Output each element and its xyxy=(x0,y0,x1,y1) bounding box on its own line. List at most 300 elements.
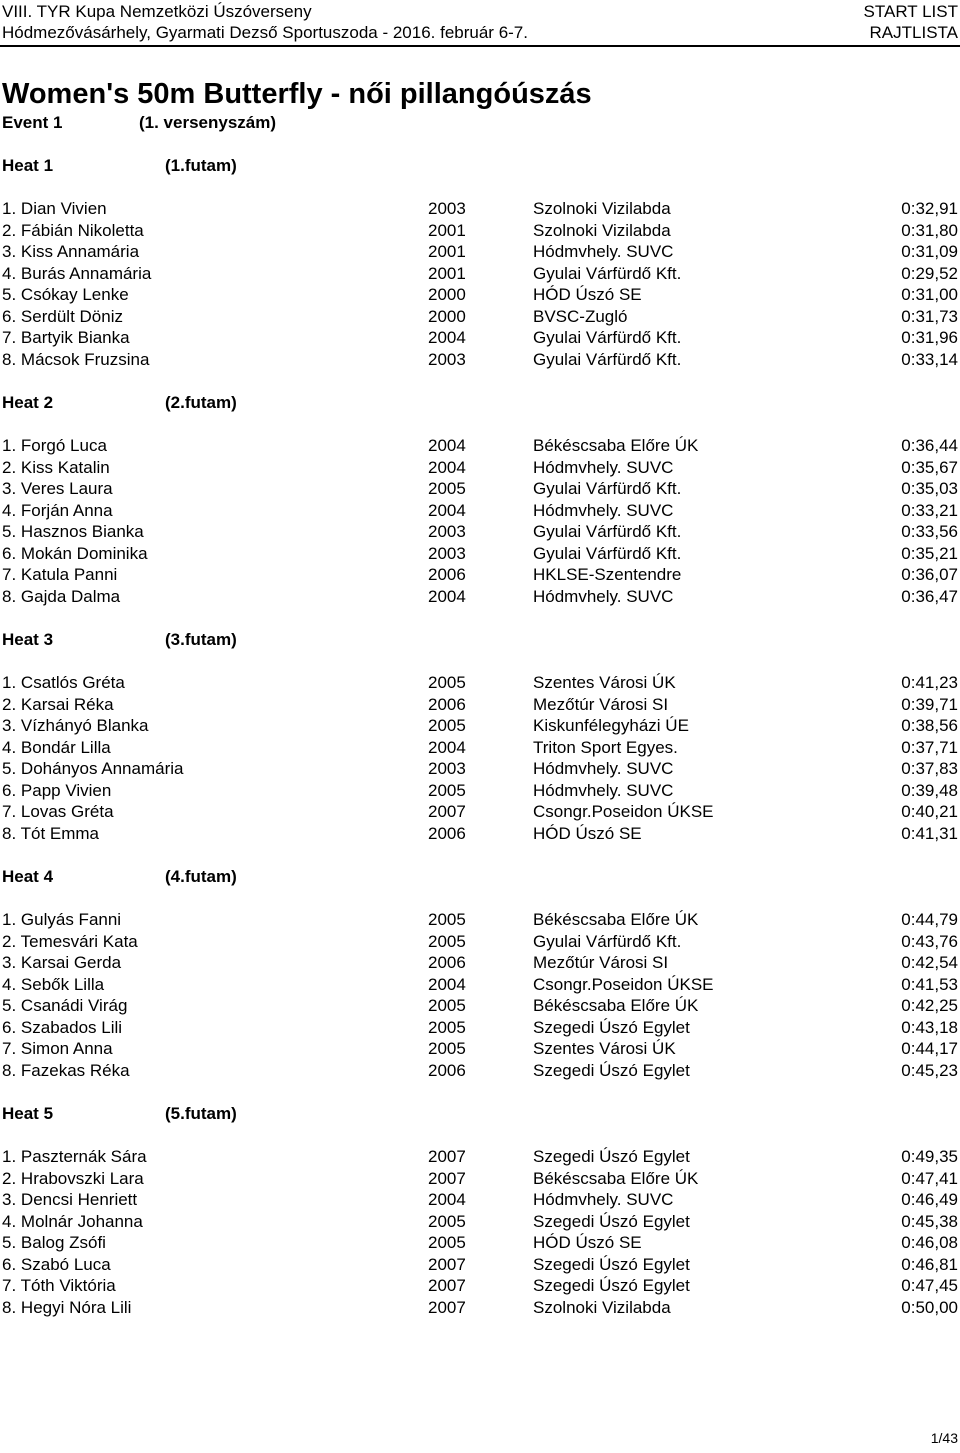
entry-time: 0:29,52 xyxy=(901,263,958,283)
club-name: Gyulai Várfürdő Kft. xyxy=(533,543,682,563)
club-name: Szentes Városi ÚK xyxy=(533,1039,676,1058)
swimmer-cell xyxy=(2,931,138,953)
lane-position: 8. xyxy=(2,586,17,606)
lane-position: 8. xyxy=(2,349,17,369)
birth-year: 2000 xyxy=(428,285,466,304)
swimmer-name: Fábián Nikoletta xyxy=(20,220,144,240)
heat-label xyxy=(2,866,237,888)
swimmer-name: Temesvári Kata xyxy=(20,931,138,951)
lane-position: 3. xyxy=(2,716,17,735)
entry-row xyxy=(0,198,960,220)
club-name: Hódmvhely. SUVC xyxy=(533,586,674,606)
entry-row xyxy=(0,220,960,242)
entry-time: 0:36,47 xyxy=(901,586,958,606)
club-name: Szolnoki Vizilabda xyxy=(533,220,671,240)
club-name: Hódmvhely. SUVC xyxy=(533,780,674,800)
entry-time: 0:42,54 xyxy=(901,953,958,972)
swimmer-cell xyxy=(2,241,139,263)
birth-year: 2007 xyxy=(428,1147,466,1166)
lane-position: 5. xyxy=(2,996,17,1015)
heat-number: Heat 5 xyxy=(2,1104,54,1123)
entry-time: 0:45,38 xyxy=(901,1211,958,1231)
birth-year: 2005 xyxy=(428,716,466,735)
birth-year: 2004 xyxy=(428,974,466,994)
lane-position: 7. xyxy=(2,565,17,584)
club-name: Szolnoki Vizilabda xyxy=(533,1297,671,1317)
entry-time: 0:37,83 xyxy=(901,759,958,778)
entry-row xyxy=(0,1168,960,1190)
swimmer-name: Tót Emma xyxy=(20,823,100,843)
entry-row xyxy=(0,478,960,500)
entry-time: 0:33,14 xyxy=(901,349,958,369)
birth-year: 2004 xyxy=(428,436,466,455)
birth-year: 2003 xyxy=(428,759,466,778)
club-name: Szegedi Úszó Egylet xyxy=(533,1017,690,1037)
birth-year: 2005 xyxy=(428,479,466,498)
club-name: Szegedi Úszó Egylet xyxy=(533,1147,690,1166)
swimmer-cell xyxy=(2,521,144,543)
swimmer-name: Katula Panni xyxy=(20,565,118,584)
lane-position: 8. xyxy=(2,1297,17,1317)
swimmer-cell xyxy=(2,1211,143,1233)
lane-position: 5. xyxy=(2,522,17,541)
heat-label xyxy=(2,392,237,414)
birth-year: 2004 xyxy=(428,737,466,757)
heat-number: Heat 1 xyxy=(2,156,54,175)
competition-name: VIII. TYR Kupa Nemzetközi Úszóverseny xyxy=(2,2,312,21)
swimmer-name: Papp Vivien xyxy=(20,780,112,800)
entry-time: 0:42,25 xyxy=(901,996,958,1015)
lane-position: 4. xyxy=(2,263,17,283)
entry-time: 0:44,17 xyxy=(901,1039,958,1058)
club-name: Szolnoki Vizilabda xyxy=(533,199,671,218)
lane-position: 5. xyxy=(2,285,17,304)
lane-position: 6. xyxy=(2,780,17,800)
swimmer-cell xyxy=(2,1060,130,1082)
club-name: Szegedi Úszó Egylet xyxy=(533,1254,690,1274)
swimmer-name: Vízhányó Blanka xyxy=(20,716,149,735)
birth-year: 2004 xyxy=(428,586,466,606)
birth-year: 2005 xyxy=(428,1233,466,1252)
club-name: HKLSE-Szentendre xyxy=(533,565,682,584)
entry-time: 0:40,21 xyxy=(901,802,958,821)
swimmer-name: Molnár Johanna xyxy=(20,1211,143,1231)
club-name: Gyulai Várfürdő Kft. xyxy=(533,479,682,498)
birth-year: 2007 xyxy=(428,1168,466,1188)
club-name: HÓD Úszó SE xyxy=(533,823,642,843)
swimmer-cell xyxy=(2,327,130,349)
birth-year: 2006 xyxy=(428,953,466,972)
swimmer-cell xyxy=(2,306,123,328)
swimmer-name: Forgó Luca xyxy=(20,436,107,455)
lane-position: 8. xyxy=(2,823,17,843)
club-name: Szegedi Úszó Egylet xyxy=(533,1060,690,1080)
swimmer-name: Simon Anna xyxy=(20,1039,113,1058)
swimmer-cell xyxy=(2,909,121,931)
entry-row xyxy=(0,672,960,694)
entry-row xyxy=(0,521,960,543)
entry-row xyxy=(0,995,960,1017)
swimmer-cell xyxy=(2,586,120,608)
entry-row xyxy=(0,1017,960,1039)
event-number-hu: (1. versenyszám) xyxy=(139,113,277,132)
list-type-hu: RAJTLISTA xyxy=(869,23,958,42)
club-name: Békéscsaba Előre ÚK xyxy=(533,910,699,929)
club-name: Szentes Városi ÚK xyxy=(533,673,676,692)
birth-year: 2000 xyxy=(428,306,466,326)
header-divider xyxy=(0,45,960,47)
club-name: Hódmvhely. SUVC xyxy=(533,500,674,520)
heat-label xyxy=(2,1103,237,1125)
lane-position: 2. xyxy=(2,220,17,240)
entry-time: 0:39,48 xyxy=(901,780,958,800)
entry-row xyxy=(0,758,960,780)
lane-position: 7. xyxy=(2,802,17,821)
heat-number: Heat 4 xyxy=(2,867,54,886)
swimmer-name: Veres Laura xyxy=(20,479,113,498)
swimmer-name: Szabados Lili xyxy=(20,1017,123,1037)
birth-year: 2006 xyxy=(428,823,466,843)
entry-time: 0:37,71 xyxy=(901,737,958,757)
swimmer-name: Karsai Réka xyxy=(20,694,114,714)
birth-year: 2007 xyxy=(428,802,466,821)
birth-year: 2007 xyxy=(428,1297,466,1317)
entry-time: 0:45,23 xyxy=(901,1060,958,1080)
swimmer-name: Forján Anna xyxy=(20,500,113,520)
entry-time: 0:43,18 xyxy=(901,1017,958,1037)
swimmer-name: Dohányos Annamária xyxy=(20,759,184,778)
lane-position: 1. xyxy=(2,910,17,929)
birth-year: 2003 xyxy=(428,522,466,541)
lane-position: 7. xyxy=(2,1276,17,1295)
entry-row xyxy=(0,327,960,349)
entry-time: 0:39,71 xyxy=(901,694,958,714)
club-name: BVSC-Zugló xyxy=(533,306,628,326)
entry-row xyxy=(0,715,960,737)
club-name: Békéscsaba Előre ÚK xyxy=(533,1168,699,1188)
swimmer-cell xyxy=(2,758,183,780)
club-name: HÓD Úszó SE xyxy=(533,1233,642,1252)
swimmer-cell xyxy=(2,1275,116,1297)
lane-position: 3. xyxy=(2,242,17,261)
swimmer-name: Csatlós Gréta xyxy=(20,673,125,692)
lane-position: 1. xyxy=(2,199,17,218)
lane-position: 2. xyxy=(2,457,17,477)
swimmer-name: Szabó Luca xyxy=(20,1254,111,1274)
lane-position: 4. xyxy=(2,1211,17,1231)
birth-year: 2004 xyxy=(428,500,466,520)
entry-time: 0:31,73 xyxy=(901,306,958,326)
swimmer-name: Gulyás Fanni xyxy=(20,910,122,929)
birth-year: 2005 xyxy=(428,1211,466,1231)
entry-row xyxy=(0,543,960,565)
birth-year: 2003 xyxy=(428,199,466,218)
lane-position: 1. xyxy=(2,673,17,692)
competition-venue: Hódmezővásárhely, Gyarmati Dezső Sportuszoda - 2016. február 6-7. xyxy=(2,23,528,42)
swimmer-cell xyxy=(2,564,117,586)
swimmer-cell xyxy=(2,801,114,823)
club-name: Triton Sport Egyes. xyxy=(533,737,678,757)
club-name: Kiskunfélegyházi ÚE xyxy=(533,716,689,735)
club-name: Szegedi Úszó Egylet xyxy=(533,1211,690,1231)
entry-row xyxy=(0,1211,960,1233)
swimmer-cell xyxy=(2,715,149,737)
lane-position: 5. xyxy=(2,1233,17,1252)
birth-year: 2005 xyxy=(428,780,466,800)
swimmer-name: Burás Annamária xyxy=(20,263,152,283)
birth-year: 2005 xyxy=(428,673,466,692)
birth-year: 2005 xyxy=(428,1017,466,1037)
swimmer-cell xyxy=(2,672,125,694)
swimmer-cell xyxy=(2,952,121,974)
swimmer-cell xyxy=(2,737,111,759)
entry-time: 0:33,56 xyxy=(901,522,958,541)
entry-row xyxy=(0,823,960,845)
swimmer-cell xyxy=(2,263,151,285)
swimmer-cell xyxy=(2,435,107,457)
birth-year: 2006 xyxy=(428,1060,466,1080)
club-name: Mezőtúr Városi SI xyxy=(533,953,669,972)
event-title: Women's 50m Butterfly - női pillangóúszás xyxy=(2,78,592,110)
lane-position: 7. xyxy=(2,328,17,347)
lane-position: 6. xyxy=(2,1017,17,1037)
entry-row xyxy=(0,306,960,328)
event-number-line xyxy=(2,112,276,134)
club-name: Szegedi Úszó Egylet xyxy=(533,1276,690,1295)
swimmer-name: Bondár Lilla xyxy=(20,737,111,757)
swimmer-cell xyxy=(2,974,104,996)
lane-position: 6. xyxy=(2,306,17,326)
club-name: Mezőtúr Városi SI xyxy=(533,694,669,714)
swimmer-cell xyxy=(2,1038,113,1060)
swimmer-name: Lovas Gréta xyxy=(20,802,114,821)
list-type-header xyxy=(864,1,958,43)
swimmer-cell xyxy=(2,457,110,479)
swimmer-cell xyxy=(2,478,113,500)
entry-row xyxy=(0,931,960,953)
swimmer-name: Karsai Gerda xyxy=(20,953,122,972)
heat-number-hu: (1.futam) xyxy=(165,156,237,175)
lane-position: 3. xyxy=(2,479,17,498)
swimmer-name: Hasznos Bianka xyxy=(20,522,144,541)
swimmer-cell xyxy=(2,1168,144,1190)
lane-position: 7. xyxy=(2,1039,17,1058)
page-number: 1/43 xyxy=(930,1430,958,1446)
lane-position: 2. xyxy=(2,1168,17,1188)
entry-row xyxy=(0,1297,960,1319)
entry-time: 0:35,03 xyxy=(901,479,958,498)
entry-row xyxy=(0,1060,960,1082)
entry-time: 0:38,56 xyxy=(901,716,958,735)
birth-year: 2006 xyxy=(428,565,466,584)
heat-label xyxy=(2,629,237,651)
swimmer-cell xyxy=(2,823,99,845)
entry-time: 0:47,45 xyxy=(901,1276,958,1295)
birth-year: 2001 xyxy=(428,263,466,283)
swimmer-name: Kiss Katalin xyxy=(20,457,110,477)
entry-time: 0:31,96 xyxy=(901,328,958,347)
swimmer-name: Hegyi Nóra Lili xyxy=(20,1297,132,1317)
swimmer-cell xyxy=(2,284,129,306)
birth-year: 2004 xyxy=(428,457,466,477)
swimmer-name: Csanádi Virág xyxy=(20,996,128,1015)
heat-number: Heat 2 xyxy=(2,393,54,412)
swimmer-name: Kiss Annamária xyxy=(20,242,140,261)
entry-row xyxy=(0,1189,960,1211)
swimmer-name: Balog Zsófi xyxy=(20,1233,106,1252)
swimmer-cell xyxy=(2,220,144,242)
entry-row xyxy=(0,284,960,306)
entry-row xyxy=(0,263,960,285)
club-name: Gyulai Várfürdő Kft. xyxy=(533,522,682,541)
entry-time: 0:41,23 xyxy=(901,673,958,692)
swimmer-cell xyxy=(2,1146,147,1168)
entry-row xyxy=(0,1232,960,1254)
lane-position: 3. xyxy=(2,1190,17,1209)
entry-row xyxy=(0,241,960,263)
entry-row xyxy=(0,801,960,823)
swimmer-name: Dian Vivien xyxy=(20,199,107,218)
swimmer-name: Bartyik Bianka xyxy=(20,328,130,347)
heat-label xyxy=(2,155,237,177)
birth-year: 2007 xyxy=(428,1276,466,1295)
birth-year: 2005 xyxy=(428,1039,466,1058)
swimmer-name: Csókay Lenke xyxy=(20,285,129,304)
entry-row xyxy=(0,435,960,457)
competition-header xyxy=(2,1,528,43)
birth-year: 2005 xyxy=(428,931,466,951)
entry-time: 0:46,49 xyxy=(901,1190,958,1209)
birth-year: 2003 xyxy=(428,543,466,563)
club-name: Csongr.Poseidon ÚKSE xyxy=(533,802,714,821)
entry-row xyxy=(0,1146,960,1168)
entry-row xyxy=(0,457,960,479)
swimmer-name: Paszternák Sára xyxy=(20,1147,147,1166)
swimmer-cell xyxy=(2,198,107,220)
club-name: Békéscsaba Előre ÚK xyxy=(533,436,699,455)
entry-time: 0:36,44 xyxy=(901,436,958,455)
entry-time: 0:43,76 xyxy=(901,931,958,951)
swimmer-name: Tóth Viktória xyxy=(20,1276,116,1295)
entry-time: 0:44,79 xyxy=(901,910,958,929)
entry-row xyxy=(0,586,960,608)
swimmer-cell xyxy=(2,995,127,1017)
entry-time: 0:35,67 xyxy=(901,457,958,477)
club-name: Békéscsaba Előre ÚK xyxy=(533,996,699,1015)
lane-position: 1. xyxy=(2,436,17,455)
entry-time: 0:46,81 xyxy=(901,1254,958,1274)
entry-time: 0:36,07 xyxy=(901,565,958,584)
entry-row xyxy=(0,564,960,586)
swimmer-name: Fazekas Réka xyxy=(20,1060,130,1080)
lane-position: 6. xyxy=(2,1254,17,1274)
entry-row xyxy=(0,694,960,716)
lane-position: 4. xyxy=(2,500,17,520)
entry-time: 0:49,35 xyxy=(901,1147,958,1166)
entry-row xyxy=(0,500,960,522)
birth-year: 2001 xyxy=(428,242,466,261)
club-name: Hódmvhely. SUVC xyxy=(533,457,674,477)
lane-position: 5. xyxy=(2,759,17,778)
birth-year: 2003 xyxy=(428,349,466,369)
entry-row xyxy=(0,952,960,974)
swimmer-cell xyxy=(2,780,111,802)
swimmer-name: Sebők Lilla xyxy=(20,974,105,994)
entry-row xyxy=(0,909,960,931)
club-name: Hódmvhely. SUVC xyxy=(533,759,674,778)
swimmer-name: Mácsok Fruzsina xyxy=(20,349,150,369)
club-name: Gyulai Várfürdő Kft. xyxy=(533,349,682,369)
swimmer-cell xyxy=(2,1232,106,1254)
birth-year: 2005 xyxy=(428,910,466,929)
lane-position: 1. xyxy=(2,1147,17,1166)
club-name: Csongr.Poseidon ÚKSE xyxy=(533,974,714,994)
entry-row xyxy=(0,1038,960,1060)
heat-number-hu: (4.futam) xyxy=(165,867,237,886)
heat-number: Heat 3 xyxy=(2,630,54,649)
swimmer-cell xyxy=(2,1254,111,1276)
lane-position: 2. xyxy=(2,931,17,951)
swimmer-cell xyxy=(2,500,113,522)
birth-year: 2005 xyxy=(428,996,466,1015)
swimmer-name: Dencsi Henriett xyxy=(20,1190,138,1209)
lane-position: 4. xyxy=(2,737,17,757)
swimmer-cell xyxy=(2,694,114,716)
swimmer-cell xyxy=(2,543,148,565)
lane-position: 2. xyxy=(2,694,17,714)
entry-time: 0:35,21 xyxy=(901,543,958,563)
club-name: Hódmvhely. SUVC xyxy=(533,1190,674,1209)
entry-time: 0:31,80 xyxy=(901,220,958,240)
entry-time: 0:47,41 xyxy=(901,1168,958,1188)
lane-position: 6. xyxy=(2,543,17,563)
entry-time: 0:41,31 xyxy=(901,823,958,843)
swimmer-name: Serdült Döniz xyxy=(20,306,123,326)
lane-position: 8. xyxy=(2,1060,17,1080)
heat-number-hu: (5.futam) xyxy=(165,1104,237,1123)
entry-time: 0:31,09 xyxy=(901,242,958,261)
entry-time: 0:33,21 xyxy=(901,500,958,520)
lane-position: 4. xyxy=(2,974,17,994)
club-name: Hódmvhely. SUVC xyxy=(533,242,674,261)
birth-year: 2001 xyxy=(428,220,466,240)
swimmer-name: Gajda Dalma xyxy=(20,586,121,606)
entry-row xyxy=(0,780,960,802)
entry-row xyxy=(0,349,960,371)
club-name: Gyulai Várfürdő Kft. xyxy=(533,263,682,283)
entry-row xyxy=(0,737,960,759)
entry-time: 0:31,00 xyxy=(901,285,958,304)
birth-year: 2004 xyxy=(428,328,466,347)
heat-number-hu: (2.futam) xyxy=(165,393,237,412)
list-type-en: START LIST xyxy=(863,2,958,21)
entry-time: 0:50,00 xyxy=(901,1297,958,1317)
entry-row xyxy=(0,1254,960,1276)
heat-number-hu: (3.futam) xyxy=(165,630,237,649)
club-name: Gyulai Várfürdő Kft. xyxy=(533,931,682,951)
swimmer-cell xyxy=(2,1017,122,1039)
swimmer-cell xyxy=(2,349,149,371)
swimmer-name: Hrabovszki Lara xyxy=(20,1168,144,1188)
birth-year: 2007 xyxy=(428,1254,466,1274)
event-number: Event 1 xyxy=(2,113,63,132)
entry-time: 0:41,53 xyxy=(901,974,958,994)
club-name: HÓD Úszó SE xyxy=(533,285,642,304)
entry-time: 0:46,08 xyxy=(901,1233,958,1252)
birth-year: 2004 xyxy=(428,1190,466,1209)
entry-row xyxy=(0,1275,960,1297)
swimmer-name: Mokán Dominika xyxy=(20,543,148,563)
